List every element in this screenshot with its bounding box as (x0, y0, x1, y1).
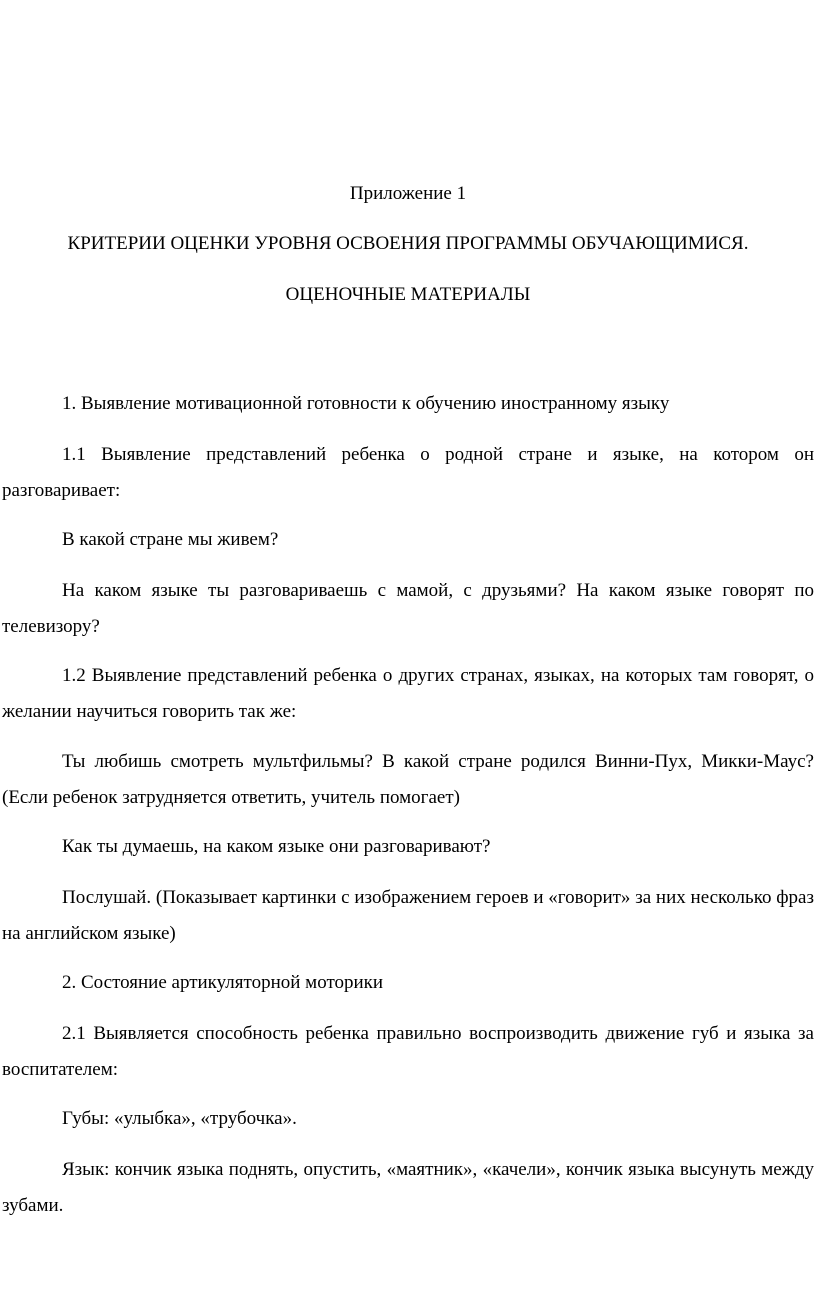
question-language: На каком языке ты разговариваешь с мамой, с друзьями? На каком языке говорят по телевизору? (2, 580, 814, 637)
question-cartoons: Ты любишь смотреть мультфильмы? В какой стране родился Винни-Пух, Микки-Маус? (Если ребенок затрудняется ответить, учитель помогает) (2, 751, 814, 808)
document-subtitle: ОЦЕНОЧНЫЕ МАТЕРИАЛЫ (285, 284, 531, 305)
question-their-language: Как ты думаешь, на каком языке они разговаривают? (62, 836, 491, 857)
tongue-exercise: Язык: кончик языка поднять, опустить, «маятник», «качели», кончик языка высунуть между зубами. (2, 1159, 814, 1216)
paragraph-1-1: 1.1 Выявление представлений ребенка о родной стране и языке, на котором он разговаривает: (2, 444, 814, 501)
lips-exercise: Губы: «улыбка», «трубочка». (62, 1108, 297, 1129)
appendix-label: Приложение 1 (349, 183, 467, 204)
paragraph-1-2: 1.2 Выявление представлений ребенка о других странах, языках, на которых там говорят, о желании научиться говорить так же: (2, 665, 814, 722)
document-title: КРИТЕРИИ ОЦЕНКИ УРОВНЯ ОСВОЕНИЯ ПРОГРАММЫ ОБУЧАЮЩИМИСЯ. (67, 233, 749, 254)
section-2-heading: 2. Состояние артикуляторной моторики (62, 972, 384, 993)
question-country: В какой стране мы живем? (62, 529, 279, 550)
listen-instruction: Послушай. (Показывает картинки с изображением героев и «говорит» за них несколько фраз на английском языке) (2, 887, 814, 944)
paragraph-2-1: 2.1 Выявляется способность ребенка правильно воспроизводить движение губ и языка за воспитателем: (2, 1023, 814, 1080)
section-1-heading: 1. Выявление мотивационной готовности к обучению иностранному языку (62, 393, 670, 414)
